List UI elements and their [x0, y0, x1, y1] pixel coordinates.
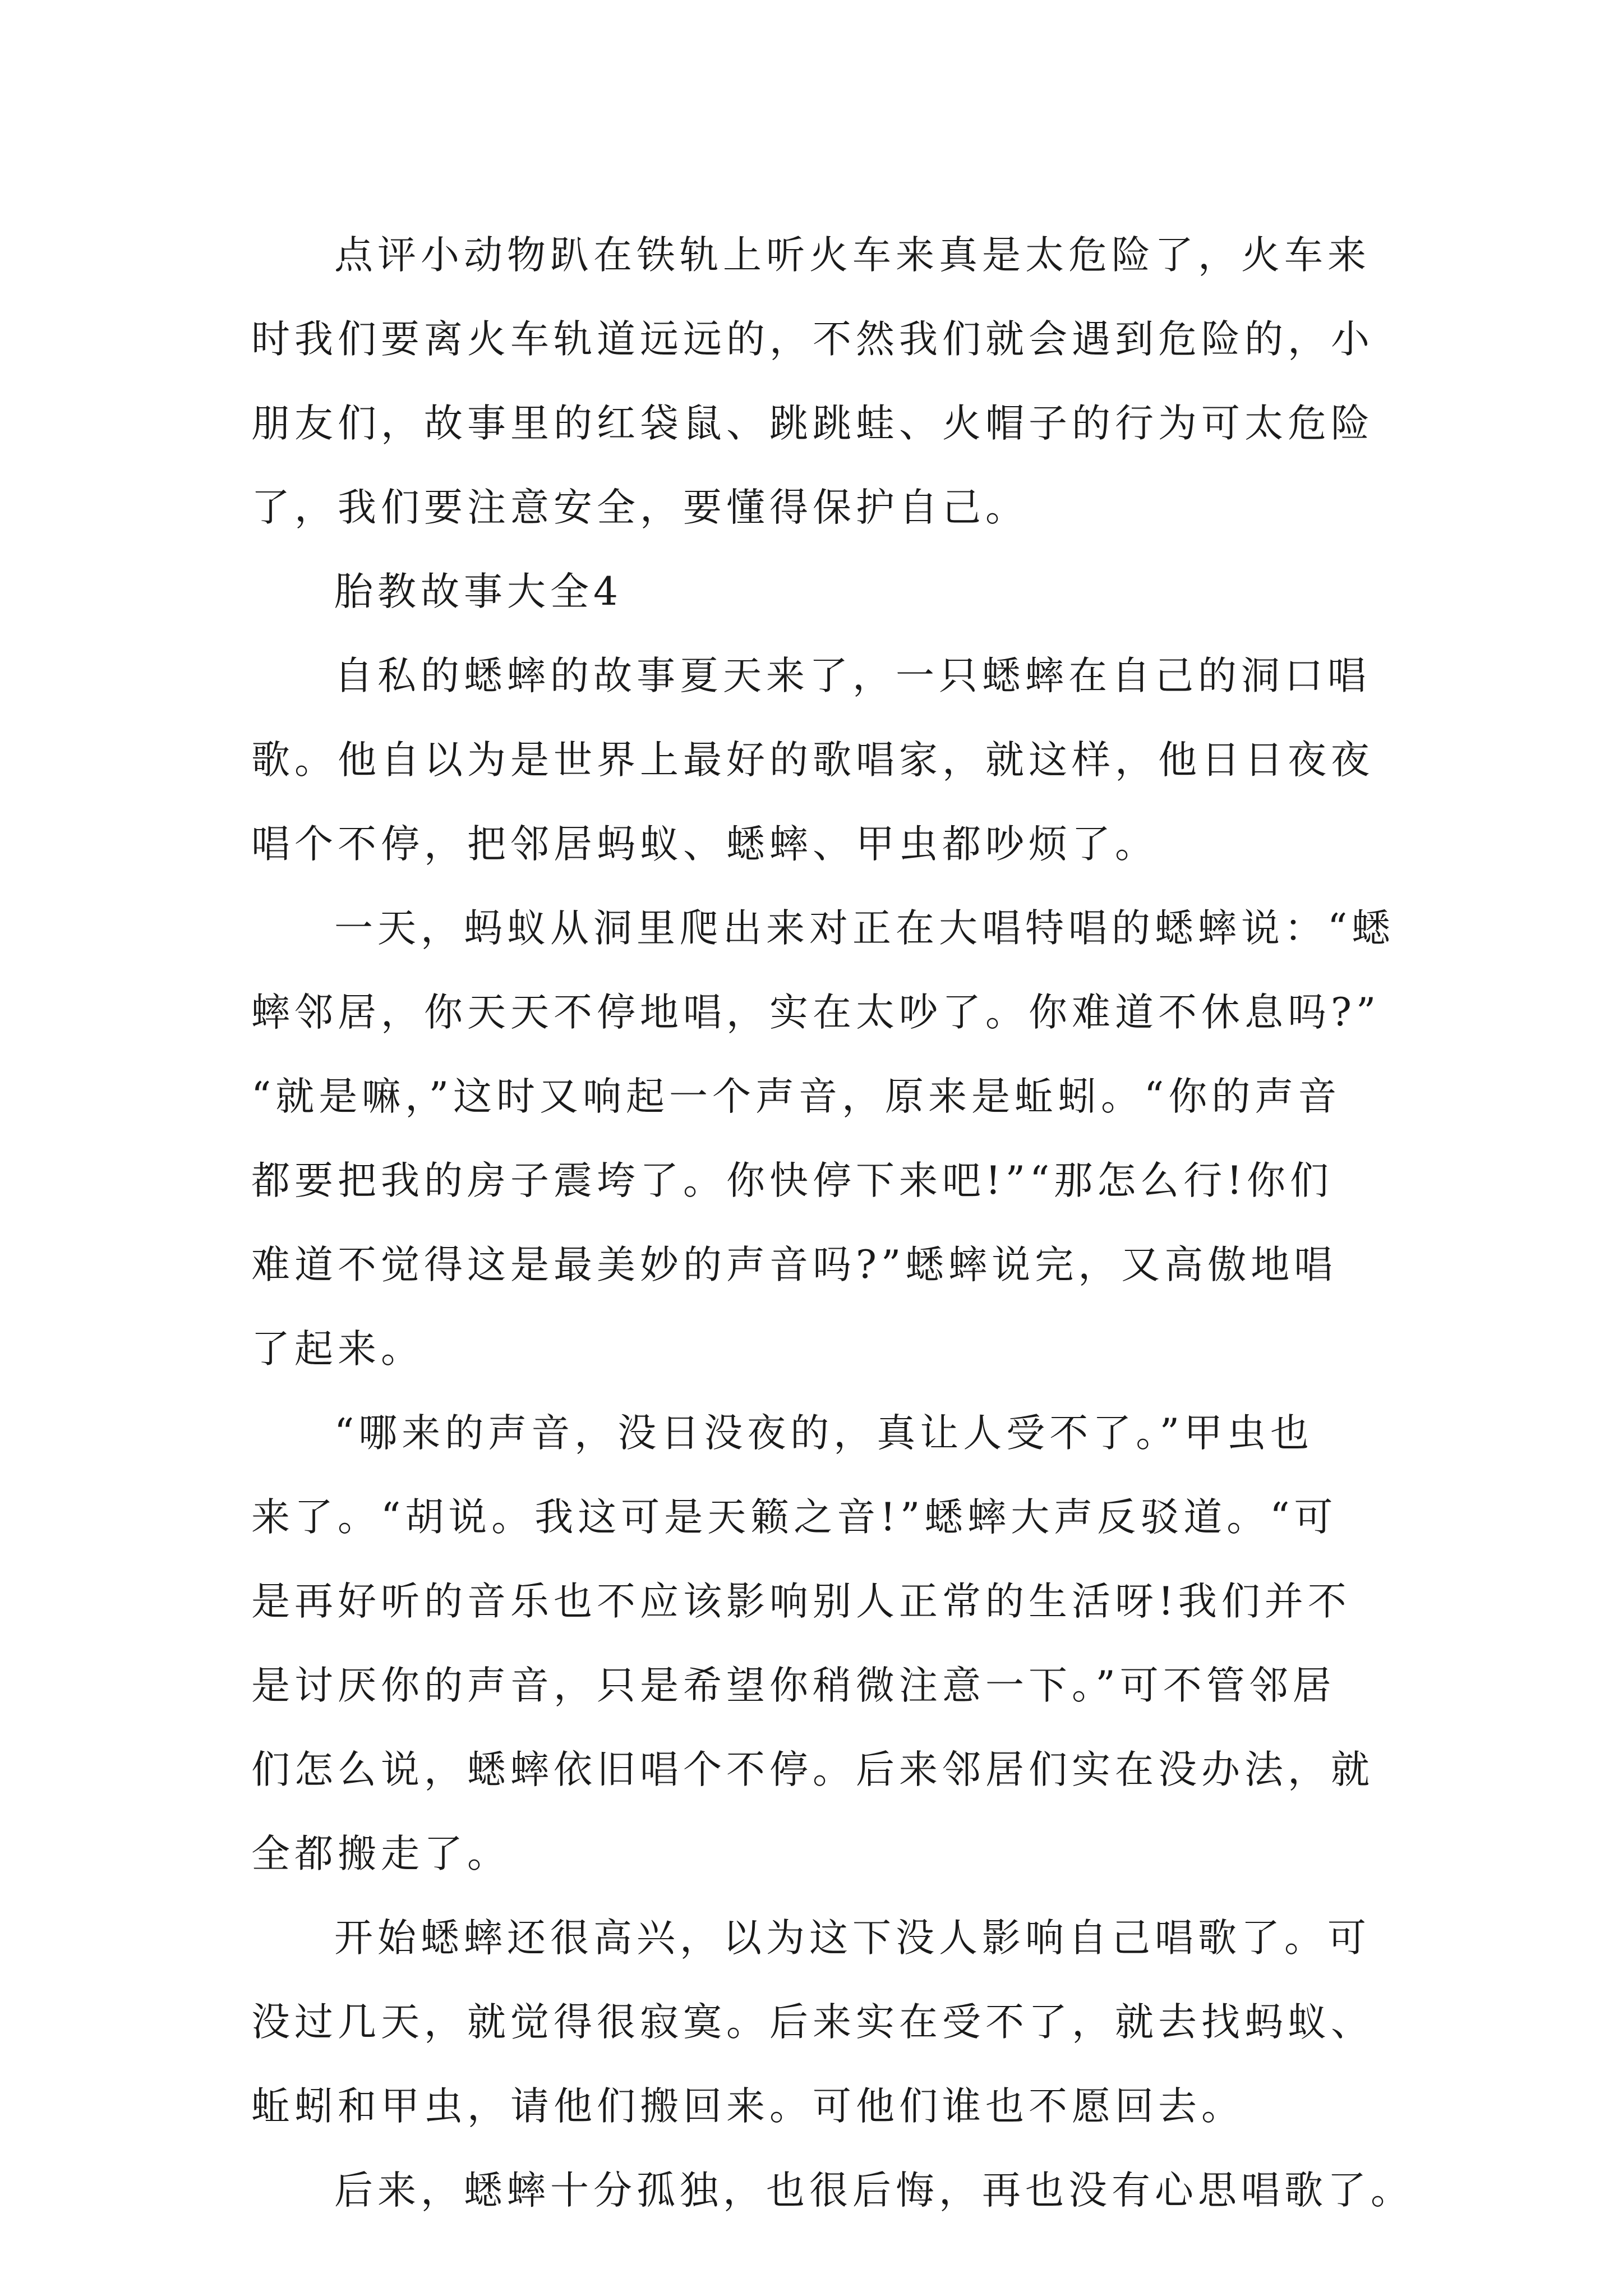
- text-line: 开始蟋蟀还很高兴，以为这下没人影响自己唱歌了。可: [334, 1916, 1371, 1961]
- text-line: 点评小动物趴在铁轨上听火车来真是太危险了，火车来: [334, 233, 1371, 278]
- text-line: 唱个不停，把邻居蚂蚁、蟋蟀、甲虫都吵烦了。: [251, 822, 1158, 867]
- document-page: [251, 213, 1414, 2233]
- text-line: 歌。他自以为是世界上最好的歌唱家，就这样，他日日夜夜: [251, 738, 1374, 783]
- text-line: 蚯蚓和甲虫，请他们搬回来。可他们谁也不愿回去。: [251, 2084, 1244, 2129]
- text-line: 时我们要离火车轨道远远的，不然我们就会遇到危险的，小: [251, 317, 1374, 362]
- text-line: 没过几天，就觉得很寂寞。后来实在受不了，就去找蚂蚁、: [251, 2000, 1374, 2045]
- text-line: 是再好听的音乐也不应该影响别人正常的生活呀!我们并不: [251, 1579, 1351, 1624]
- text-line: 都要把我的房子震垮了。你快停下来吧!”“那怎么行!你们: [251, 1158, 1334, 1203]
- section-heading: 胎教故事大全4: [334, 569, 623, 614]
- text-line: 了起来。: [251, 1327, 424, 1372]
- text-line: 一天，蚂蚁从洞里爬出来对正在大唱特唱的蟋蟀说：“蟋: [334, 906, 1395, 951]
- text-line: 蟀邻居，你天天不停地唱，实在太吵了。你难道不休息吗?”: [251, 990, 1381, 1035]
- text-line: 来了。“胡说。我这可是天籁之音!”蟋蟀大声反驳道。“可: [251, 1495, 1338, 1540]
- text-line: 们怎么说，蟋蟀依旧唱个不停。后来邻居们实在没办法，就: [251, 1747, 1374, 1792]
- text-line: 了，我们要注意安全，要懂得保护自己。: [251, 485, 1029, 530]
- text-line: 全都搬走了。: [251, 1832, 510, 1876]
- text-line: “就是嘛，”这时又响起一个声音，原来是蚯蚓。“你的声音: [251, 1074, 1341, 1119]
- text-line: 自私的蟋蟀的故事夏天来了，一只蟋蟀在自己的洞口唱: [334, 654, 1371, 698]
- text-line: 后来，蟋蟀十分孤独，也很后悔，再也没有心思唱歌了。: [334, 2168, 1414, 2213]
- text-line: 是讨厌你的声音，只是希望你稍微注意一下。”可不管邻居: [251, 1663, 1336, 1708]
- text-line: 难道不觉得这是最美妙的声音吗?”蟋蟀说完，又高傲地唱: [251, 1243, 1338, 1287]
- text-line: 朋友们，故事里的红袋鼠、跳跳蛙、火帽子的行为可太危险: [251, 401, 1374, 446]
- text-line: “哪来的声音，没日没夜的，真让人受不了。”甲虫也: [334, 1411, 1314, 1456]
